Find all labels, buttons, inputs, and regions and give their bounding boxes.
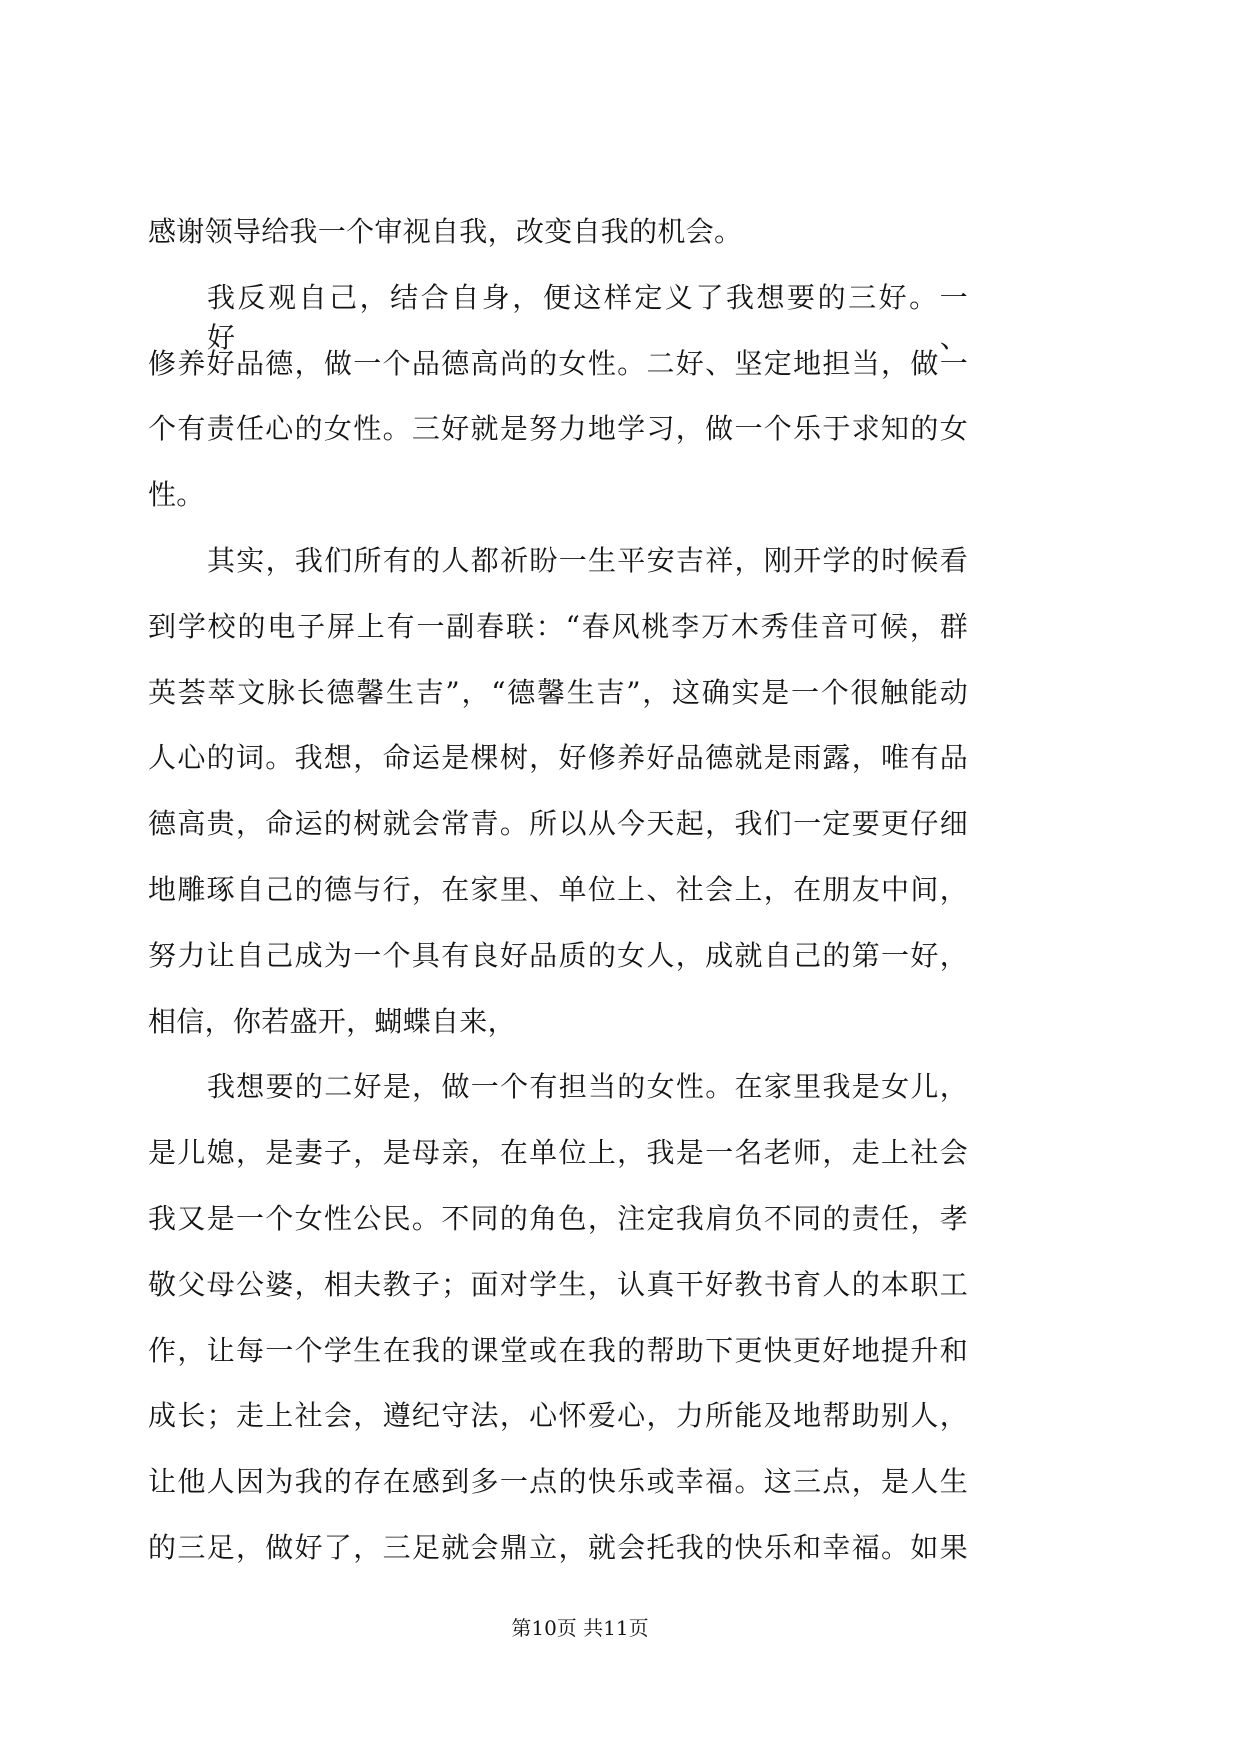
body-line: 其实，我们所有的人都祈盼一生平安吉祥，刚开学的时候看	[207, 544, 968, 577]
body-line: 敬父母公婆，相夫教子；面对学生，认真干好教书育人的本职工	[148, 1268, 968, 1301]
body-line: 性。	[148, 478, 205, 511]
body-line: 英荟萃文脉长德馨生吉”，“德馨生吉”，这确实是一个很触能动	[148, 676, 968, 709]
body-line: 修养好品德，做一个品德高尚的女性。二好、坚定地担当，做一	[148, 347, 968, 380]
body-line: 到学校的电子屏上有一副春联：“春风桃李万木秀佳音可候，群	[148, 610, 968, 643]
body-line: 个有责任心的女性。三好就是努力地学习，做一个乐于求知的女	[148, 412, 968, 445]
body-line: 作，让每一个学生在我的课堂或在我的帮助下更快更好地提升和	[148, 1334, 968, 1367]
body-line: 我反观自己，结合自身，便这样定义了我想要的三好。一好、	[207, 281, 968, 354]
body-line: 努力让自己成为一个具有良好品质的女人，成就自己的第一好，	[148, 939, 968, 972]
body-line: 地雕琢自己的德与行，在家里、单位上、社会上，在朋友中间，	[148, 873, 968, 906]
body-line: 让他人因为我的存在感到多一点的快乐或幸福。这三点，是人生	[148, 1465, 968, 1498]
body-line: 我想要的二好是，做一个有担当的女性。在家里我是女儿，	[207, 1070, 968, 1103]
body-line: 相信，你若盛开，蝴蝶自来，	[148, 1005, 516, 1038]
body-line: 我又是一个女性公民。不同的角色，注定我肩负不同的责任，孝	[148, 1202, 968, 1235]
body-line: 人心的词。我想，命运是棵树，好修养好品德就是雨露，唯有品	[148, 741, 968, 774]
body-line: 是儿媳，是妻子，是母亲，在单位上，我是一名老师，走上社会	[148, 1136, 968, 1169]
body-line: 德高贵，命运的树就会常青。所以从今天起，我们一定要更仔细	[148, 807, 968, 840]
body-line: 成长；走上社会，遵纪守法，心怀爱心，力所能及地帮助别人，	[148, 1399, 968, 1432]
page-number-footer: 第10页 共11页	[511, 1616, 649, 1640]
body-line: 感谢领导给我一个审视自我，改变自我的机会。	[148, 215, 743, 248]
body-line: 的三足，做好了，三足就会鼎立，就会托我的快乐和幸福。如果	[148, 1531, 968, 1564]
